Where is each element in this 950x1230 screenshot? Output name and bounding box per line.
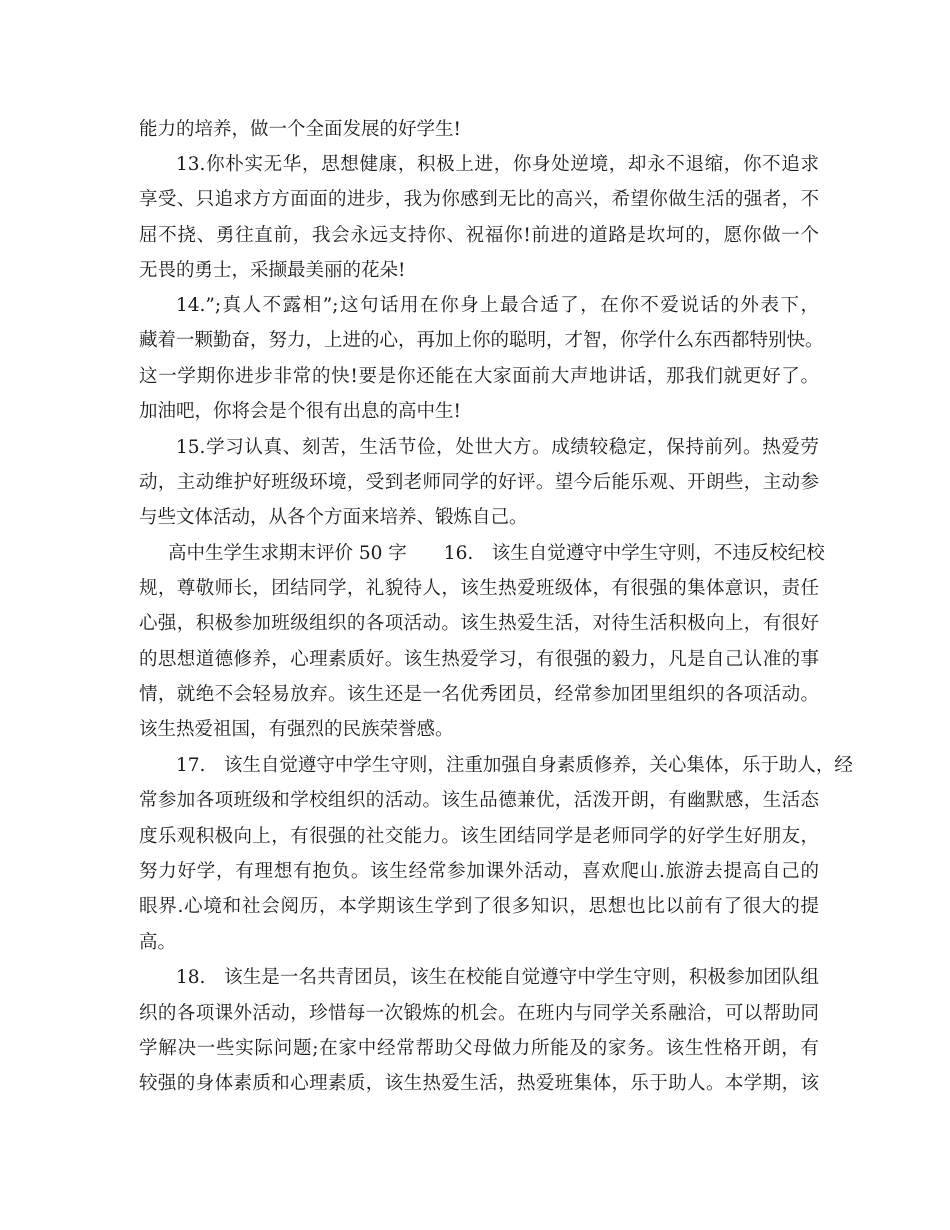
text-line: 藏着一颗勤奋，努力，上进的心，再加上你的聪明，才智，你学什么东西都特别快。: [139, 330, 824, 351]
text-line: 动，主动维护好班级环境，受到老师同学的好评。望今后能乐观、开朗些，主动参: [139, 472, 819, 493]
text-line: 高中生学生求期末评价 50 字 16. 该生自觉遵守中学生守则，不违反校纪校: [168, 543, 825, 564]
text-line: 18. 该生是一名共青团员，该生在校能自觉遵守中学生守则，积极参加团队组: [176, 967, 819, 988]
text-line: 享受、只追求方方面面的进步，我为你感到无比的高兴，希望你做生活的强者，不: [139, 189, 819, 210]
text-line: 17. 该生自觉遵守中学生守则，注重加强自身素质修养，关心集体，乐于助人，经: [176, 755, 853, 776]
text-line: 高。: [139, 932, 177, 953]
text-line: 较强的身体素质和心理素质，该生热爱生活，热爱班集体，乐于助人。本学期，该: [139, 1073, 819, 1094]
text-line: 常参加各项班级和学校组织的活动。该生品德兼优，活泼开朗，有幽默感，生活态: [139, 790, 819, 811]
text-line: 屈不挠、勇往直前，我会永远支持你、祝福你!前进的道路是坎坷的，愿你做一个: [139, 225, 819, 246]
text-line: 的思想道德修养，心理素质好。该生热爱学习，有很强的毅力，凡是自己认准的事: [139, 649, 819, 670]
text-line: 心强，积极参加班级组织的各项活动。该生热爱生活，对待生活积极向上，有很好: [139, 613, 819, 634]
text-line: 该生热爱祖国，有强烈的民族荣誉感。: [139, 719, 454, 740]
text-line: 15.学习认真、刻苦，生活节俭，处世大方。成绩较稳定，保持前列。热爱劳: [176, 437, 819, 458]
text-line: 能力的培养，做一个全面发展的好学生!: [139, 119, 461, 140]
text-line: 这一学期你进步非常的快!要是你还能在大家面前大声地讲话，那我们就更好了。: [139, 366, 819, 387]
text-line: 学解决一些实际问题;在家中经常帮助父母做力所能及的家务。该生性格开朗，有: [139, 1038, 819, 1059]
text-line: 努力好学，有理想有抱负。该生经常参加课外活动，喜欢爬山.旅游去提高自己的: [139, 861, 819, 882]
text-line: 眼界.心境和社会阅历，本学期该生学到了很多知识，思想也比以前有了很大的提: [139, 896, 819, 917]
text-line: 14.”;真人不露相”;这句话用在你身上最合适了，在你不爱说话的外表下，: [176, 295, 819, 316]
text-line: 加油吧，你将会是个很有出息的高中生!: [139, 401, 461, 422]
text-line: 织的各项课外活动，珍惜每一次锻炼的机会。在班内与同学关系融洽，可以帮助同: [139, 1003, 819, 1024]
text-line: 度乐观积极向上，有很强的社交能力。该生团结同学是老师同学的好学生好朋友，: [139, 826, 819, 847]
text-line: 规，尊敬师长，团结同学，礼貌待人，该生热爱班级体，有很强的集体意识，责任: [139, 578, 819, 599]
text-line: 情，就绝不会轻易放弃。该生还是一名优秀团员，经常参加团里组织的各项活动。: [139, 684, 819, 705]
text-line: 与些文体活动，从各个方面来培养、锻炼自己。: [139, 507, 528, 528]
text-line: 13.你朴实无华，思想健康，积极上进，你身处逆境，却永不退缩，你不追求: [176, 154, 819, 175]
text-line: 无畏的勇士，采撷最美丽的花朵!: [139, 260, 406, 281]
